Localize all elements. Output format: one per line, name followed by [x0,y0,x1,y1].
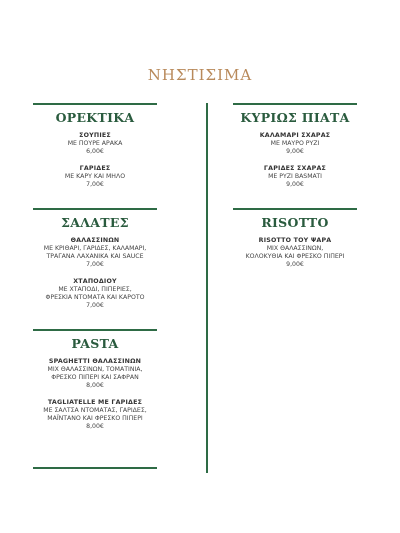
section-rule [233,103,357,105]
section-rule [33,329,157,331]
page-title: ΝΗΣΤΙΣΙΜΑ [147,66,253,84]
menu-item [233,132,357,156]
item-description: ΜΕ ΡΥΖΙ BASMATI [268,173,322,180]
menu-item [233,165,357,189]
menu-item [33,358,157,390]
section-orektika [33,103,183,189]
item-price: 8,00€ [86,382,104,389]
section-risotto [233,208,383,269]
item-price: 6,00€ [86,148,104,155]
item-name: ΓΑΡΙΔΕΣ [79,165,111,172]
menu-item [33,132,157,156]
menu-item [233,237,357,269]
menu-item [33,399,157,431]
item-price: 7,00€ [86,302,104,309]
item-description: ΜΕ ΣΑΛΤΣΑ ΝΤΟΜΑΤΑΣ, ΓΑΡΙΔΕΣ, ΜΑΪΝΤΑΝΟ ΚΑΙ ΦΡΕΣΚΟ ΠΙΠΕΡΙ [43,407,147,422]
menu-item [33,237,157,269]
item-description: ΜΕ ΜΑΥΡΟ ΡΥΖΙ [270,140,320,147]
item-name: ΓΑΡΙΔΕΣ ΣΧΑΡΑΣ [263,165,327,172]
item-description: ΜΙΧ ΘΑΛΑΣΣΙΝΩΝ, ΚΟΛΟΚΥΘΙΑ ΚΑΙ ΦΡΕΣΚΟ ΠΙΠΕΡΙ [245,245,345,260]
menu-item [33,278,157,310]
item-name: RISOTTO ΤΟΥ ΨΑΡΑ [258,237,332,244]
menu-item [33,165,157,189]
section-title: ΟΡΕΚΤΙΚΑ [55,110,135,125]
column-divider [206,103,208,473]
section-kyrios-piata [233,103,383,189]
item-description: ΜΕ ΧΤΑΠΟΔΙ, ΠΙΠΕΡΙΕΣ, ΦΡΕΣΚΙΑ ΝΤΟΜΑΤΑ ΚΑΙ ΚΑΡΟΤΟ [45,286,145,301]
section-rule-bottom [33,467,157,469]
item-description: ΜΕ ΚΡΙΘΑΡΙ, ΓΑΡΙΔΕΣ, ΚΑΛΑΜΑΡΙ, ΤΡΑΓΑΝΑ ΛΑΧΑΝΙΚΑ ΚΑΙ SAUCE [43,245,147,260]
item-description: ΜΙΧ ΘΑΛΑΣΣΙΝΩΝ, ΤΟΜΑΤΙΝΙΑ, ΦΡΕΣΚΟ ΠΙΠΕΡΙ ΚΑΙ ΣΑΦΡΑΝ [47,366,143,381]
item-name: ΘΑΛΑΣΣΙΝΩΝ [70,237,120,244]
item-price: 9,00€ [286,148,304,155]
section-rule [233,208,357,210]
right-column [233,103,383,288]
item-price: 9,00€ [286,181,304,188]
item-description: ΜΕ ΚΑΡΥ ΚΑΙ ΜΗΛΟ [64,173,126,180]
item-price: 7,00€ [86,181,104,188]
section-title: PASTA [71,336,119,351]
item-name: TAGLIATELLE ΜΕ ΓΑΡΙΔΕΣ [47,399,143,406]
section-title: ΚΥΡΙΩΣ ΠΙΑΤΑ [240,110,350,125]
section-title: RISOTTO [261,215,329,230]
section-salates [33,208,183,310]
item-price: 9,00€ [286,261,304,268]
item-name: ΧΤΑΠΟΔΙΟΥ [73,278,117,285]
section-pasta [33,329,183,431]
item-name: ΣΟΥΠΙΕΣ [79,132,111,139]
left-column [33,103,183,450]
section-title: ΣΑΛΑΤΕΣ [61,215,129,230]
item-price: 7,00€ [86,261,104,268]
item-name: ΚΑΛΑΜΑΡΙ ΣΧΑΡΑΣ [259,132,331,139]
item-price: 8,00€ [86,423,104,430]
section-rule [33,208,157,210]
item-name: SPAGHETTI ΘΑΛΑΣΣΙΝΩΝ [48,358,142,365]
section-rule [33,103,157,105]
item-description: ΜΕ ΠΟΥΡΕ ΑΡΑΚΑ [67,140,123,147]
